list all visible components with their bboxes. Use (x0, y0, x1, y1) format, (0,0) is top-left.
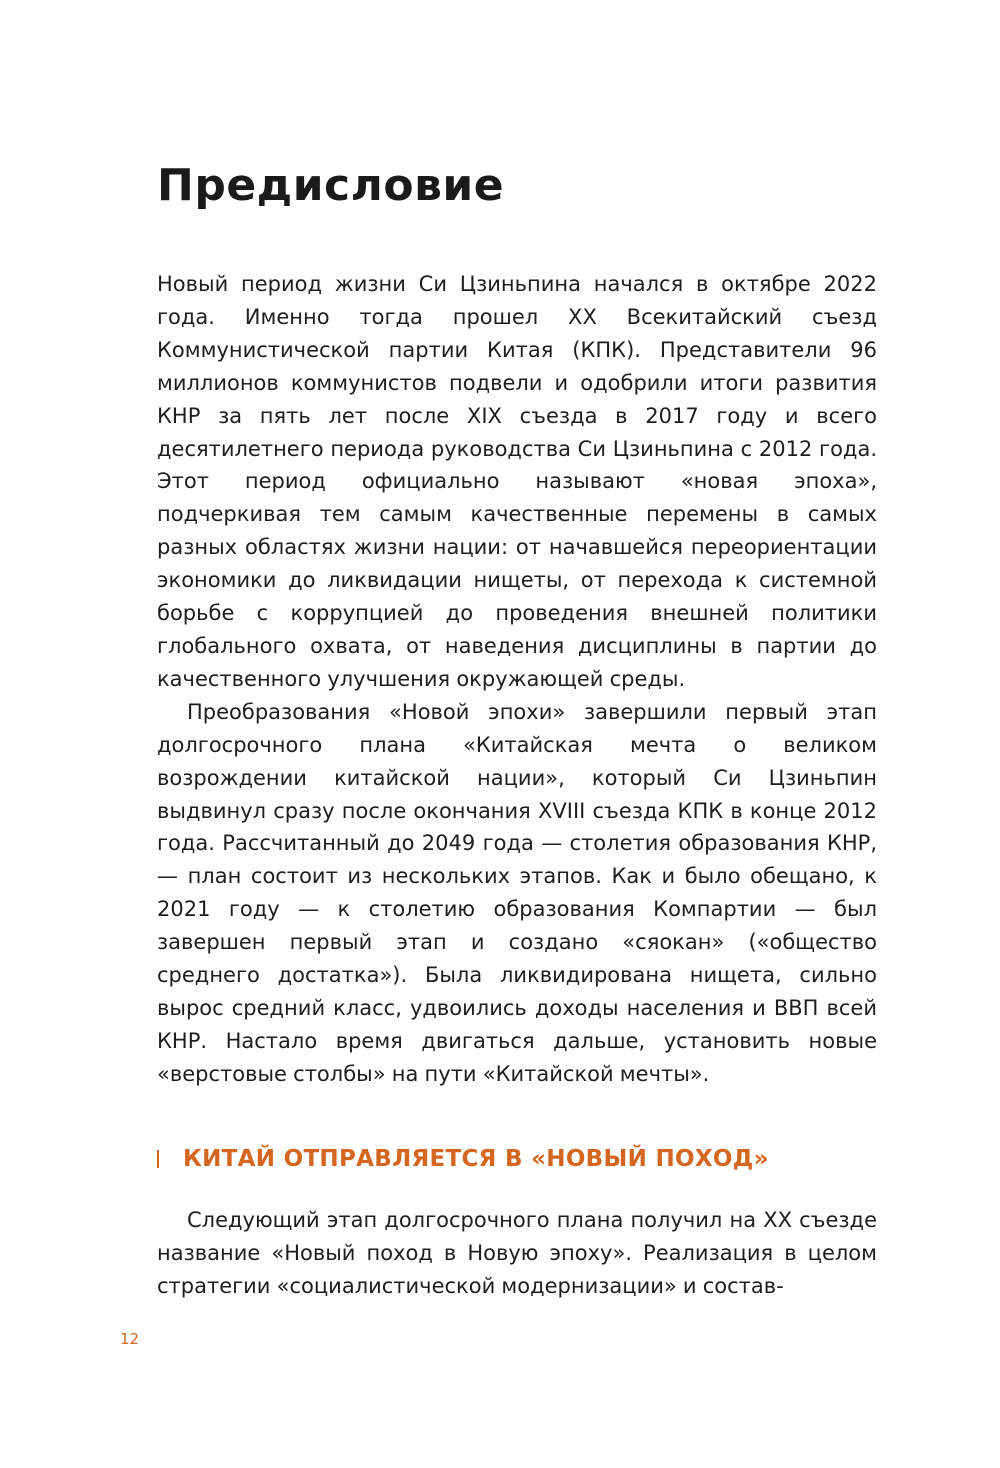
page-number: 12 (120, 1330, 140, 1348)
body-text (157, 268, 877, 1091)
paragraph-1: Новый период жизни Си Цзиньпина начался в октябре 2022 года. Именно тогда прошел XX Всекитайский съезд Коммунистической партии Китая (КПК). Представители 96 миллионов коммунистов подвели и одобрили итоги развития КНР за пять лет после XIX съезда в 2017 году и всего десятилетнего периода руководства Си Цзиньпина с 2012 года. Этот период официально называют «новая эпоха», подчеркивая тем самым качественные перемены в самых разных областях жизни нации: от начавшейся переориентации экономики до ликвидации нищеты, от перехода к системной борьбе с коррупцией до проведения внешней политики глобального охвата, от наведения дисциплины в партии до качественного улучшения окружающей среды. (157, 272, 877, 691)
page-title: Предисловие (157, 160, 505, 211)
section-body (157, 1204, 877, 1303)
section-heading-text: КИТАЙ ОТПРАВЛЯЕТСЯ В «НОВЫЙ ПОХОД» (183, 1146, 769, 1172)
paragraph-3: Следующий этап долгосрочного плана получил на XX съезде название «Новый поход в Новую эпоху». Реализация в целом стратегии «социалистической модернизации» и состав- (157, 1208, 877, 1298)
section-marker-bar (157, 1150, 159, 1168)
paragraph-2: Преобразования «Новой эпохи» завершили первый этап долгосрочного плана «Китайская мечта о великом возрождении китайской нации», который Си Цзиньпин выдвинул сразу после окончания XVIII съезда КПК в конце 2012 года. Рассчитанный до 2049 года — столетия образования КНР, — план состоит из нескольких этапов. Как и было обещано, к 2021 году — к столетию образования Компартии — был завершен первый этап и создано «сяокан» («общество среднего достатка»). Была ликвидирована нищета, сильно вырос средний класс, удвоились доходы населения и ВВП всей КНР. Настало время двигаться дальше, установить новые «верстовые столбы» на пути «Китайской мечты». (157, 699, 877, 1086)
section-heading (157, 1146, 769, 1172)
